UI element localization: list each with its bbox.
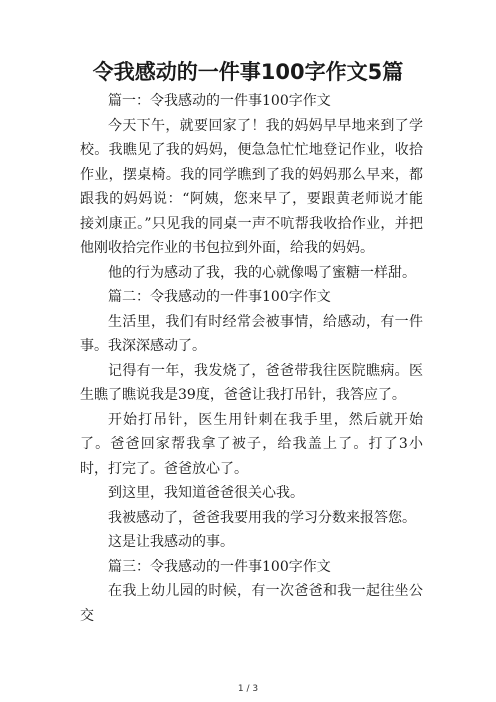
section-heading: 篇二：令我感动的一件事100字作文: [108, 289, 331, 305]
body-paragraph: 在我上幼儿园的时候，有一次爸爸和我一起往坐公交: [80, 583, 423, 624]
section-heading: 篇一：令我感动的一件事100字作文: [108, 93, 331, 109]
document-title: 令我感动的一件事100字作文5篇: [92, 60, 404, 84]
body-paragraph: 到这里，我知道爸爸很关心我。: [108, 485, 304, 501]
body-paragraph: 我被感动了，爸爸我要用我的学习分数来报答您。: [108, 509, 416, 526]
body-paragraph: 今天下午，就要回家了！我的妈妈早早地来到了学校。我瞧见了我的妈妈，便急急忙忙地登记作业，收拾作业，摆桌椅。我的同学瞧到了我的妈妈那么早来，都跟我的妈妈说：“阿姨，您来早了，要跟黄老师说才能接刘康正。”只见我的同桌一声不吭帮我收拾作业，并把他刚收拾完作业的书包拉到外面，给我的妈妈。: [80, 117, 423, 256]
section-heading: 篇三：令我感动的一件事100字作文: [108, 558, 331, 575]
document-body: [80, 89, 423, 628]
body-paragraph: 记得有一年，我发烧了，爸爸带我往医院瞧病。医生瞧了瞧说我是39度，爸爸让我打吊针，我答应了。: [80, 362, 423, 403]
body-paragraph: 开始打吊针，医生用针刺在我手里，然后就开始了。爸爸回家帮我拿了被子，给我盖上了。打了3小时，打完了。爸爸放心了。: [80, 411, 423, 477]
body-paragraph: 生活里，我们有时经常会被事情，给感动，有一件事。我深深感动了。: [80, 313, 423, 354]
body-paragraph: 这是让我感动的事。: [108, 534, 234, 550]
page-number: 1 / 3: [237, 684, 259, 694]
body-paragraph: 他的行为感动了我，我的心就像喝了蜜糖一样甜。: [108, 264, 416, 281]
